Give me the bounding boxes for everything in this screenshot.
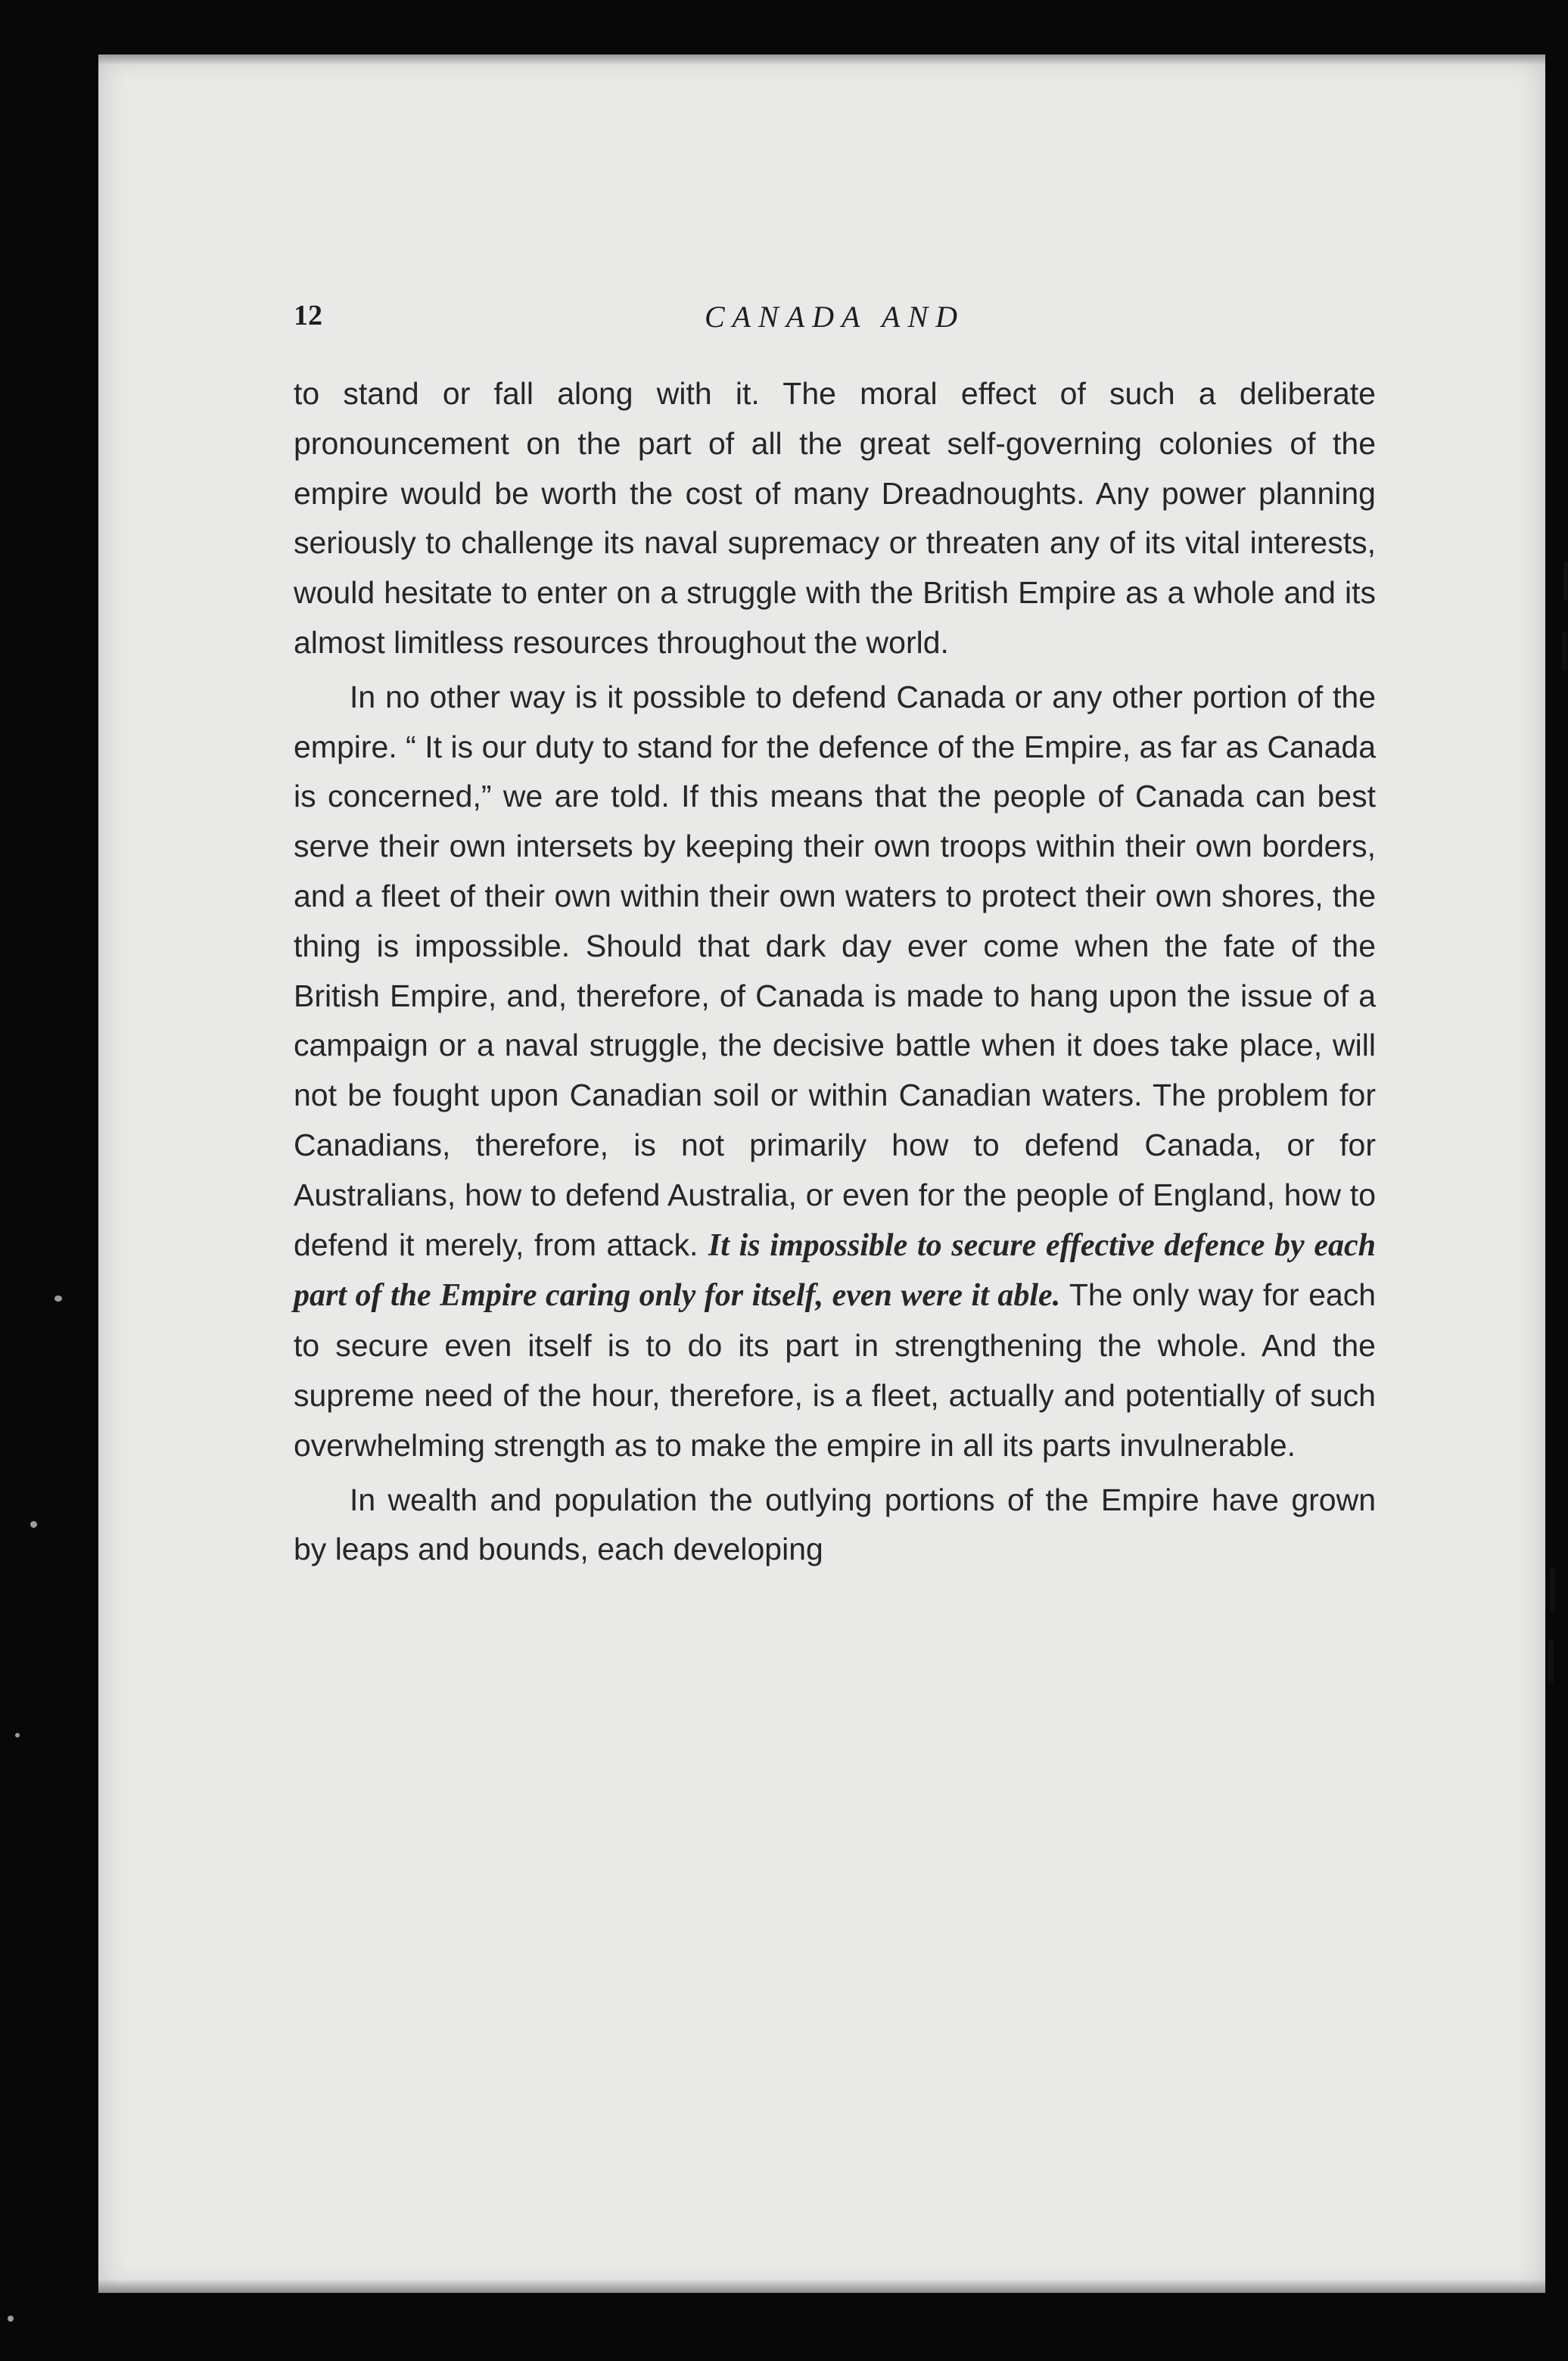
scan-speck bbox=[54, 1296, 62, 1302]
running-title: CANADA AND bbox=[704, 300, 966, 334]
scan-speck bbox=[8, 2316, 14, 2322]
margin-mark bbox=[1550, 1568, 1555, 1612]
paragraph-3: In wealth and population the outlying portions of the Empire have grown by leaps and bounds, each developing bbox=[294, 1482, 1376, 1567]
margin-mark bbox=[1563, 561, 1568, 601]
running-head bbox=[294, 299, 1376, 344]
scan-speck bbox=[15, 1733, 20, 1737]
body-text bbox=[294, 369, 1376, 1575]
margin-mark bbox=[1548, 1639, 1554, 1683]
page-number: 12 bbox=[294, 300, 322, 331]
paragraph-2-text-end: The only way for each to secure even itself is to do its part in strengthening the whole. And the supreme need of the hour, therefore, is a fleet, actually and potentially of such overwhelming strength as to make the empire in all its parts invulnerable. bbox=[294, 1277, 1376, 1463]
scan-speck bbox=[30, 1521, 37, 1528]
paragraph-2-text-start: In no other way is it possible to defend Canada or any other portion of the empire. “ It is our duty to stand for the defence of the Empire, as far as Canada is concerned,” we are told. If this means that the people of Canada can best serve their own intersets by keeping their own troops within their own borders, and a fleet of their own within their own waters to protect their own shores, the thing is impossible. Should that dark day ever come when the fate of the British Empire, and, therefore, of Canada is made to hang upon the issue of a campaign or a naval struggle, the decisive battle when it does take place, will not be fought upon Canadian soil or within Canadian waters. The problem for Canadians, therefore, is not primarily how to defend Canada, or for Australians, how to defend Australia, or even for the people of England, how to defend it merely, from attack. bbox=[294, 679, 1376, 1262]
paragraph-1: to stand or fall along with it. The moral effect of such a deliberate pronouncement on the part of all the great self-governing colonies of the empire would be worth the cost of many Dreadnoughts. Any power planning seriously to challenge its naval supremacy or threaten any of its vital interests, would hesitate to enter on a struggle with the British Empire as a whole and its almost limitless resources throughout the world. bbox=[294, 376, 1376, 660]
italic-emphasis: It is impossible to secure effective defence by each part of the Empire caring only for itself, even were it able. bbox=[294, 1227, 1376, 1314]
paragraph-2 bbox=[294, 673, 1376, 1471]
margin-mark bbox=[1562, 631, 1567, 670]
